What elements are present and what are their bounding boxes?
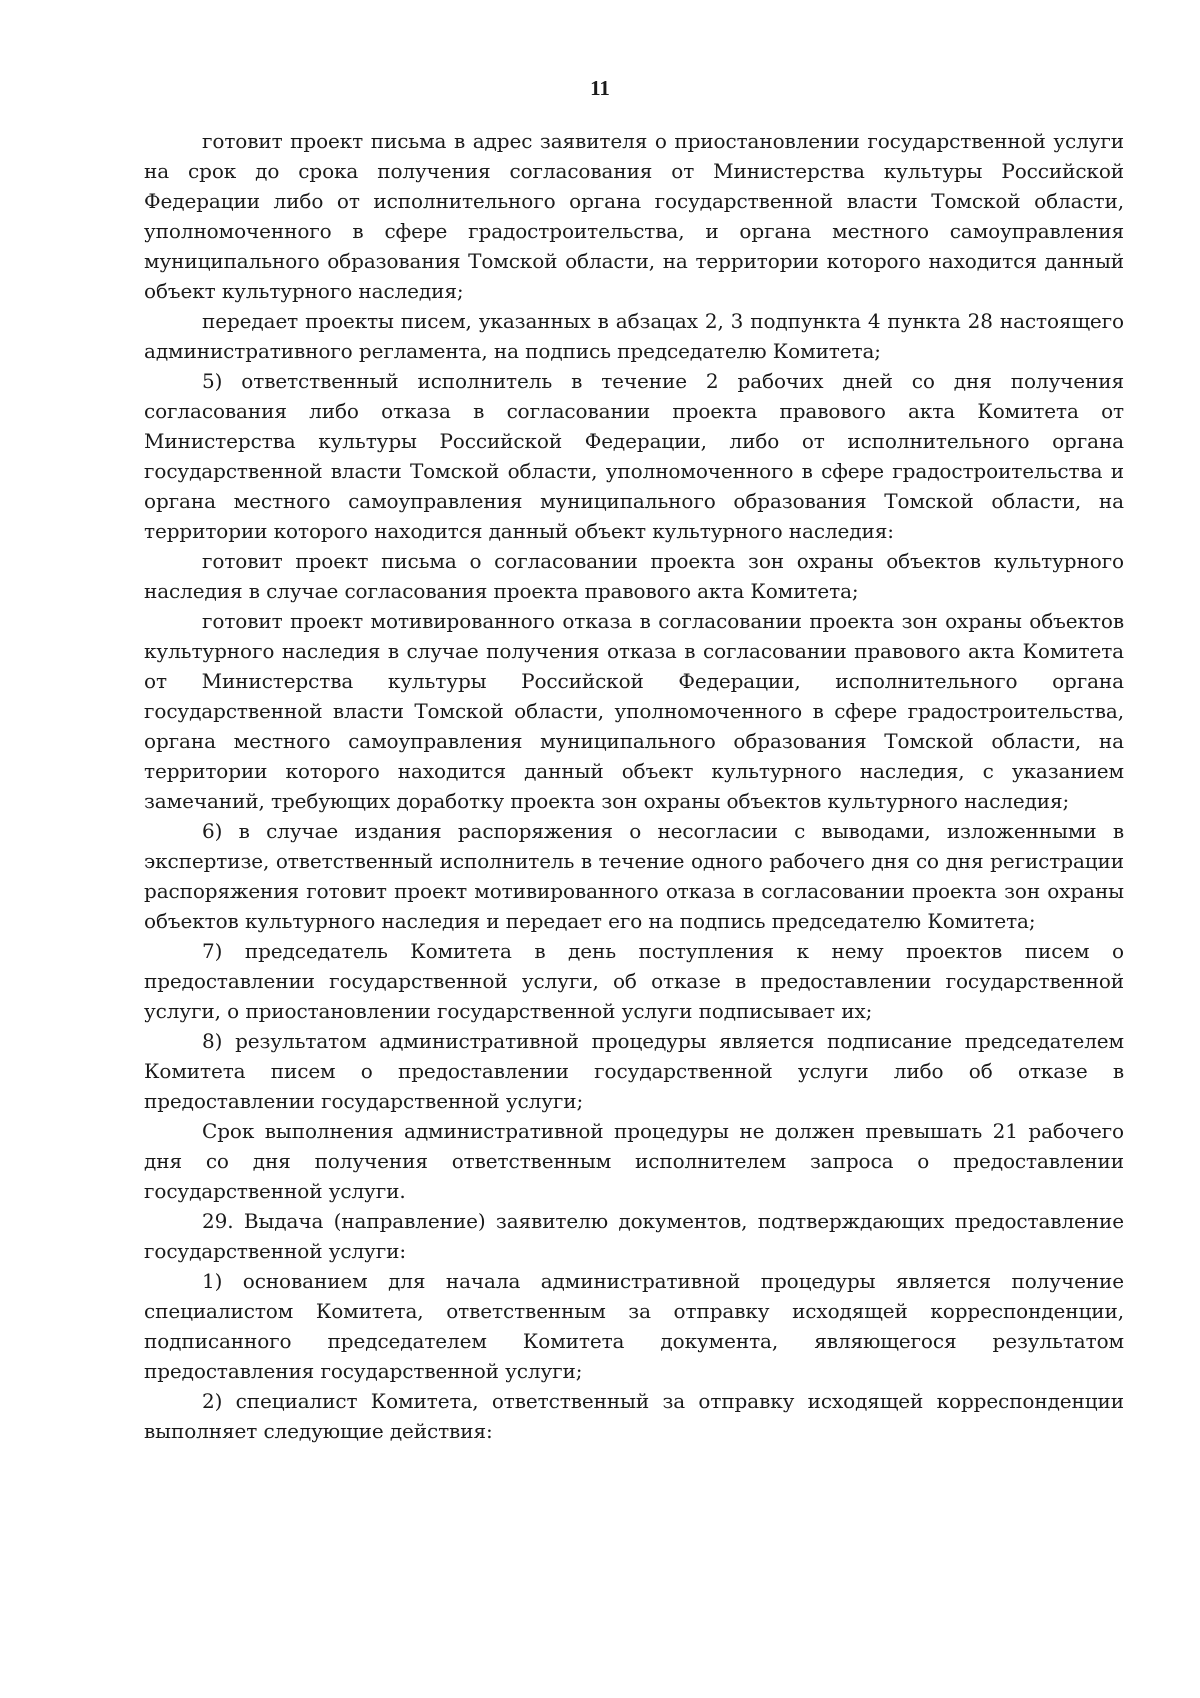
paragraph: 6) в случае издания распоряжения о несогласии с выводами, изложенными в экспертизе, ответственный исполнитель в течение одного рабочего дня со дня регистрации распоряжения готовит проект мотивированного отказа в согласовании проекта зон охраны объектов культурного наследия и передает его на подпись председателю Комитета; (144, 819, 1124, 933)
paragraph: передает проекты писем, указанных в абзацах 2, 3 подпункта 4 пункта 28 настоящего административного регламента, на подпись председателю Комитета; (144, 309, 1124, 363)
document-body (144, 126, 1124, 1446)
paragraph: 29. Выдача (направление) заявителю документов, подтверждающих предоставление государственной услуги: (144, 1209, 1124, 1263)
paragraph: Срок выполнения административной процедуры не должен превышать 21 рабочего дня со дня получения ответственным исполнителем запроса о предоставлении государственной услуги. (144, 1119, 1124, 1203)
paragraph: 5) ответственный исполнитель в течение 2 рабочих дней со дня получения согласования либо отказа в согласовании проекта правового акта Комитета от Министерства культуры Российской Федерации, либо от исполнительного органа государственной власти Томской области, уполномоченного в сфере градостроительства и органа местного самоуправления муниципального образования Томской области, на территории которого находится данный объект культурного наследия: (144, 369, 1124, 543)
paragraph: готовит проект мотивированного отказа в согласовании проекта зон охраны объектов культурного наследия в случае получения отказа в согласовании правового акта Комитета от Министерства культуры Российской Федерации, исполнительного органа государственной власти Томской области, уполномоченного в сфере градостроительства, органа местного самоуправления муниципального образования Томской области, на территории которого находится данный объект культурного наследия, с указанием замечаний, требующих доработку проекта зон охраны объектов культурного наследия; (144, 609, 1124, 813)
paragraph: 1) основанием для начала административной процедуры является получение специалистом Комитета, ответственным за отправку исходящей корреспонденции, подписанного председателем Комитета документа, являющегося результатом предоставления государственной услуги; (144, 1269, 1124, 1383)
paragraph: 7) председатель Комитета в день поступления к нему проектов писем о предоставлении государственной услуги, об отказе в предоставлении государственной услуги, о приостановлении государственной услуги подписывает их; (144, 939, 1124, 1023)
paragraph: готовит проект письма о согласовании проекта зон охраны объектов культурного наследия в случае согласования проекта правового акта Комитета; (144, 549, 1124, 603)
paragraph: 8) результатом административной процедуры является подписание председателем Комитета писем о предоставлении государственной услуги либо об отказе в предоставлении государственной услуги; (144, 1029, 1124, 1113)
paragraph: готовит проект письма в адрес заявителя о приостановлении государственной услуги на срок до срока получения согласования от Министерства культуры Российской Федерации либо от исполнительного органа государственной власти Томской области, уполномоченного в сфере градостроительства, и органа местного самоуправления муниципального образования Томской области, на территории которого находится данный объект культурного наследия; (144, 129, 1124, 303)
page-number: 11 (590, 76, 610, 100)
paragraph: 2) специалист Комитета, ответственный за отправку исходящей корреспонденции выполняет следующие действия: (144, 1389, 1124, 1443)
